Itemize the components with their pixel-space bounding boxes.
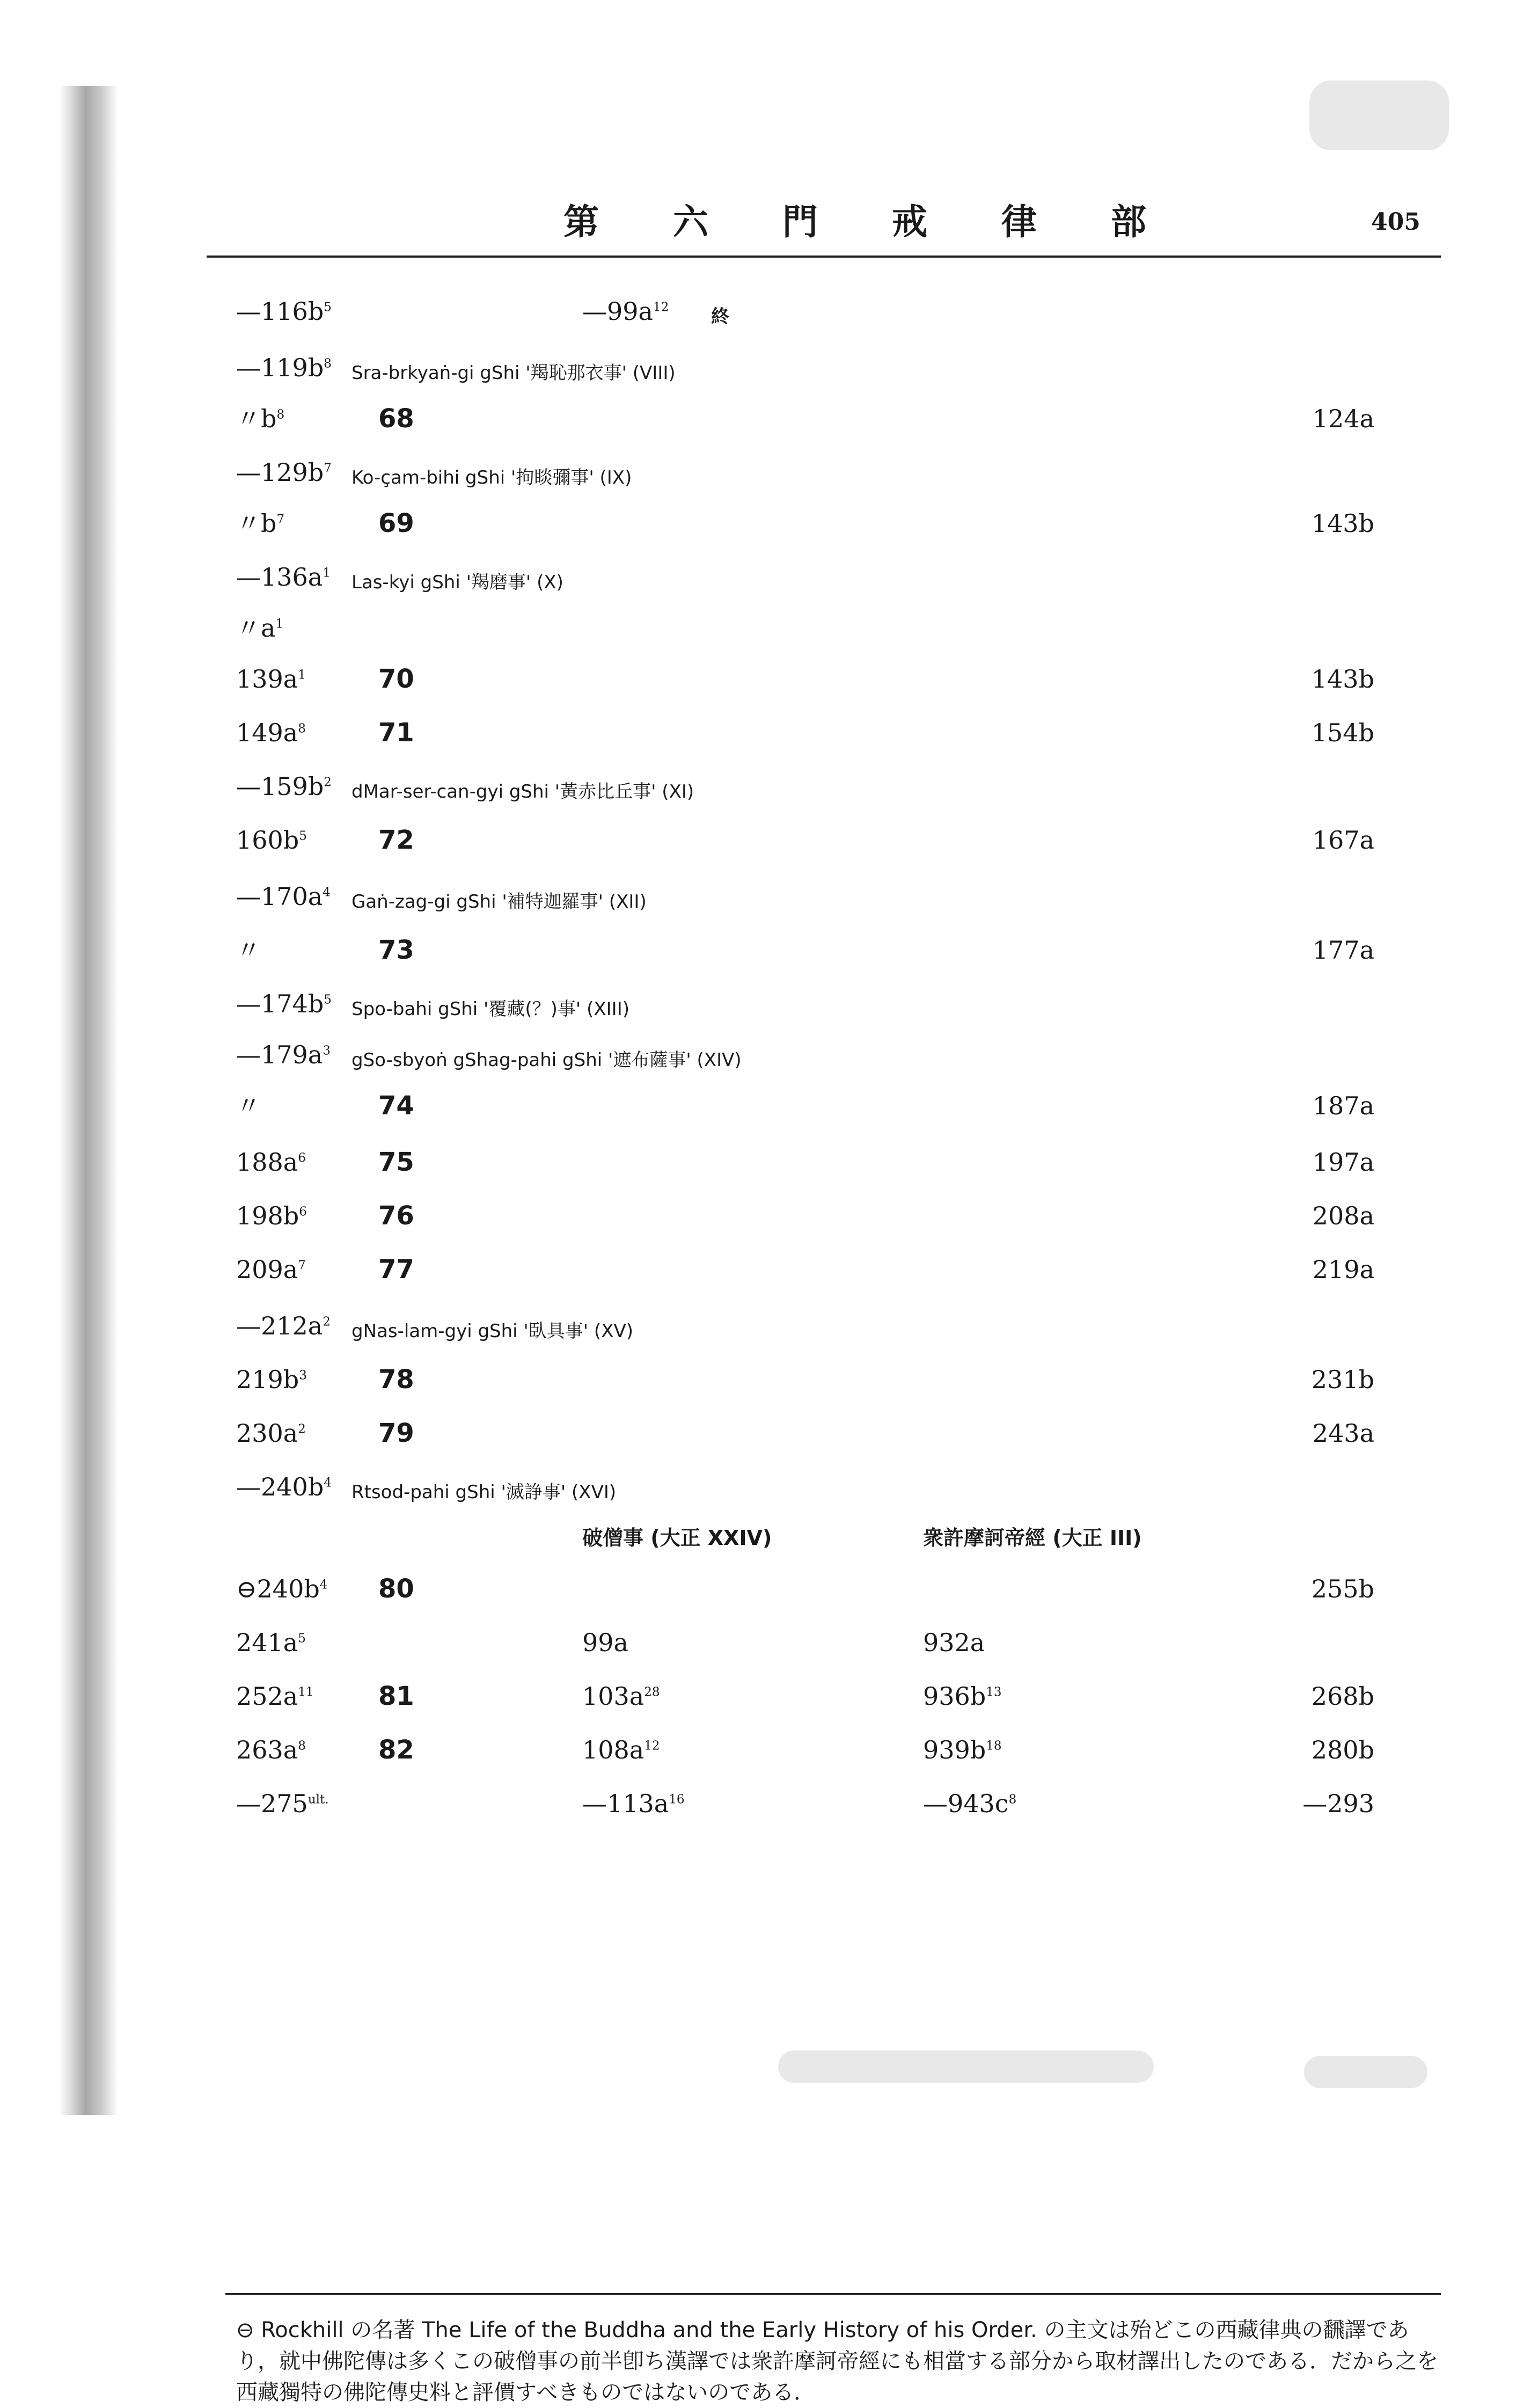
folio-reference-superscript: 8: [324, 356, 332, 371]
volume-number: 71: [378, 718, 414, 748]
taisho-reference: 99a: [582, 1628, 628, 1657]
volume-number: 74: [378, 1091, 414, 1121]
volume-number: 82: [378, 1735, 414, 1765]
taisho-reference: $—113a^{16}$: [582, 1789, 685, 1818]
volume-number: 68: [378, 404, 414, 434]
end-note: 終: [711, 306, 729, 327]
footnote-rule: [225, 2293, 1441, 2295]
footnote: ⊖ Rockhill の名著 The Life of the Buddha and the Early History of his Order. の主文は殆どこの西藏律典の飜譯であり，就中佛陀傳は多くこの破僧事の前半卽ち漢譯では衆許摩訶帝經にも相當する部分から取材譯出したのである．だから之を西藏獨特の佛陀傳史料と評價すべきものではないのである．: [236, 2318, 1438, 2405]
folio-reference: $252a^{11}$: [236, 1682, 314, 1711]
folio-reference: $—159b^2$: [236, 772, 332, 801]
table-row: [0, 295, 1538, 344]
taisho-reference-2-superscript: 18: [986, 1739, 1002, 1753]
folio-reference: $149a^8$: [236, 718, 306, 747]
volume-number: 69: [378, 508, 414, 538]
volume-number: 80: [378, 1574, 414, 1604]
folio-reference: $188a^6$: [236, 1148, 306, 1177]
table-row: [0, 1787, 1538, 1836]
folio-reference-superscript: 1: [323, 566, 331, 580]
taisho-reference-superscript: 16: [669, 1792, 685, 1807]
folio-reference: $—116b^5$: [236, 297, 332, 326]
folio-reference-superscript: 4: [319, 1578, 328, 1592]
folio-reference: $—179a^3$: [236, 1040, 331, 1069]
page-reference: 167a: [1312, 826, 1374, 855]
folio-reference-superscript: 5: [298, 1631, 306, 1646]
table-row: [0, 561, 1538, 609]
table-row: [0, 934, 1538, 982]
folio-reference-superscript: 7: [298, 1258, 306, 1273]
taisho-reference: $103a^{28}$: [582, 1682, 660, 1711]
column-header-sanghabheda: 破僧事 (大正 XXIV): [582, 1526, 772, 1550]
table-row: [0, 1522, 1538, 1570]
column-header-mahavadana: 衆許摩訶帝經 (大正 III): [923, 1526, 1142, 1550]
folio-reference: $263a^8$: [236, 1735, 306, 1764]
page-reference: 154b: [1311, 718, 1374, 747]
page-reference: 124a: [1312, 404, 1374, 433]
folio-reference: $—275^{ult.}$: [236, 1789, 329, 1818]
folio-reference: 〃: [236, 1091, 261, 1120]
taisho-reference-2: $936b^{13}$: [923, 1682, 1002, 1711]
scan-smudge: [1309, 81, 1449, 150]
folio-reference-superscript: 4: [324, 1476, 332, 1490]
table-row: [0, 352, 1538, 400]
taisho-reference-superscript: 12: [644, 1739, 660, 1753]
taisho-reference-2: $—943c^8$: [923, 1789, 1017, 1818]
page-reference: 280b: [1311, 1735, 1374, 1764]
table-row: [0, 456, 1538, 505]
scan-smudge: [1304, 2056, 1427, 2088]
volume-number: 73: [378, 935, 414, 965]
folio-reference-superscript: 5: [324, 993, 332, 1007]
folio-reference-superscript: 8: [276, 407, 285, 422]
page-reference: 187a: [1312, 1091, 1374, 1120]
folio-reference-superscript: 8: [298, 1739, 306, 1753]
page-number: 405: [1371, 208, 1420, 236]
folio-reference-superscript: 8: [298, 721, 306, 736]
section-title: Sra-brkyaṅ-gi gShi '羯恥那衣事' (VIII): [351, 362, 676, 384]
folio-reference: $—136a^1$: [236, 563, 331, 592]
page-reference: 231b: [1311, 1365, 1374, 1394]
folio-reference: 〃$a^1$: [236, 614, 284, 643]
folio-reference-superscript: 7: [276, 512, 285, 527]
folio-reference-superscript: 7: [324, 461, 332, 476]
folio-reference-superscript: ult.: [307, 1792, 329, 1807]
folio-reference: $—240b^4$: [236, 1472, 332, 1501]
folio-reference-superscript: 1: [275, 617, 284, 631]
page-reference: 143b: [1311, 509, 1374, 538]
folio-reference: $—170a^4$: [236, 882, 331, 911]
folio-reference: $209a^7$: [236, 1255, 306, 1284]
folio-reference-superscript: 6: [298, 1151, 306, 1165]
section-title: dMar-ser-can-gyi gShi '黃赤比丘事' (XI): [351, 781, 694, 802]
taisho-reference-superscript: 28: [644, 1685, 660, 1699]
page-reference: 143b: [1311, 665, 1374, 694]
page-reference: 177a: [1312, 936, 1374, 965]
volume-number: 72: [378, 825, 414, 855]
table-row: [0, 1146, 1538, 1194]
folio-reference: $230a^2$: [236, 1419, 306, 1448]
table-row: [0, 1680, 1538, 1728]
table-row: [0, 770, 1538, 819]
page-reference: —293: [1302, 1789, 1374, 1818]
taisho-reference: $108a^{12}$: [582, 1735, 660, 1764]
table-row: [0, 1039, 1538, 1087]
volume-number: 81: [378, 1681, 414, 1711]
folio-reference-superscript: 4: [323, 885, 331, 900]
page-reference: 243a: [1312, 1419, 1374, 1448]
table-row: [0, 1573, 1538, 1621]
volume-number: 75: [378, 1147, 414, 1177]
folio-reference-superscript: 5: [299, 829, 307, 843]
section-title: gSo-sbyoṅ gShag-pahi gShi '遮布薩事' (XIV): [351, 1049, 742, 1071]
taisho-reference: $—99a^{12}$: [582, 297, 669, 326]
scan-smudge: [778, 2051, 1154, 2083]
folio-reference-superscript: 1: [298, 668, 306, 682]
table-row: [0, 1310, 1538, 1358]
header-rule: [207, 256, 1441, 258]
folio-reference: $—212a^2$: [236, 1311, 331, 1340]
table-row: [0, 1471, 1538, 1519]
page-title: 第 六 門 戒 律 部: [563, 201, 1166, 243]
section-title: Las-kyi gShi '羯磨事' (X): [351, 572, 563, 593]
folio-reference-superscript: 5: [324, 300, 332, 315]
section-title: gNas-lam-gyi gShi '臥具事' (XV): [351, 1320, 634, 1342]
table-row: [0, 717, 1538, 765]
folio-reference-superscript: 3: [323, 1044, 331, 1058]
folio-reference: 〃$b^8$: [236, 404, 285, 433]
section-title: Gaṅ-zag-gi gShi '補特迦羅事' (XII): [351, 891, 647, 913]
folio-reference: $241a^5$: [236, 1628, 306, 1657]
table-row: [0, 1734, 1538, 1782]
folio-reference: $160b^5$: [236, 826, 307, 855]
taisho-reference-2: $939b^{18}$: [923, 1735, 1002, 1764]
folio-reference: $—129b^7$: [236, 458, 332, 487]
table-row: [0, 1090, 1538, 1138]
page-reference: 268b: [1311, 1682, 1374, 1711]
table-row: [0, 1200, 1538, 1248]
folio-reference-superscript: 3: [299, 1368, 307, 1383]
table-row: [0, 1417, 1538, 1465]
section-title: Rtsod-pahi gShi '滅諍事' (XVI): [351, 1482, 617, 1503]
folio-reference: 〃$b^7$: [236, 509, 285, 538]
table-row: [0, 663, 1538, 711]
taisho-reference-2-superscript: 8: [1008, 1792, 1017, 1807]
folio-reference-superscript: 11: [298, 1685, 314, 1699]
volume-number: 78: [378, 1364, 414, 1395]
taisho-reference-2: 932a: [923, 1628, 985, 1657]
table-row: [0, 507, 1538, 556]
folio-reference-superscript: 2: [298, 1422, 306, 1436]
table-row: [0, 988, 1538, 1036]
table-row: [0, 824, 1538, 872]
table-row: [0, 612, 1538, 660]
folio-reference: $⊖240b^4$: [236, 1574, 328, 1603]
page-reference: 219a: [1312, 1255, 1374, 1284]
folio-reference: $198b^6$: [236, 1201, 307, 1230]
page-reference: 255b: [1311, 1574, 1374, 1603]
table-row: [0, 1363, 1538, 1412]
taisho-reference-superscript: 12: [653, 300, 669, 315]
page-reference: 197a: [1312, 1148, 1374, 1177]
table-row: [0, 1626, 1538, 1675]
table-row: [0, 880, 1538, 929]
table-row: [0, 1253, 1538, 1302]
table-row: [0, 403, 1538, 451]
folio-reference-superscript: 2: [324, 775, 332, 790]
volume-number: 77: [378, 1254, 414, 1285]
volume-number: 79: [378, 1418, 414, 1448]
volume-number: 70: [378, 664, 414, 694]
taisho-reference-2-superscript: 13: [986, 1685, 1002, 1699]
folio-reference-superscript: 2: [323, 1315, 331, 1329]
folio-reference: $—174b^5$: [236, 989, 332, 1018]
folio-reference: 〃: [236, 936, 261, 965]
folio-reference: $219b^3$: [236, 1365, 307, 1394]
volume-number: 76: [378, 1201, 414, 1231]
section-title: Ko-çam-bihi gShi '拘睒彌事' (IX): [351, 467, 632, 488]
folio-reference: $139a^1$: [236, 665, 306, 694]
page-reference: 208a: [1312, 1201, 1374, 1230]
folio-reference-superscript: 6: [299, 1205, 307, 1219]
section-title: Spo-bahi gShi '覆藏(？)事' (XIII): [351, 998, 629, 1020]
folio-reference: $—119b^8$: [236, 353, 332, 382]
